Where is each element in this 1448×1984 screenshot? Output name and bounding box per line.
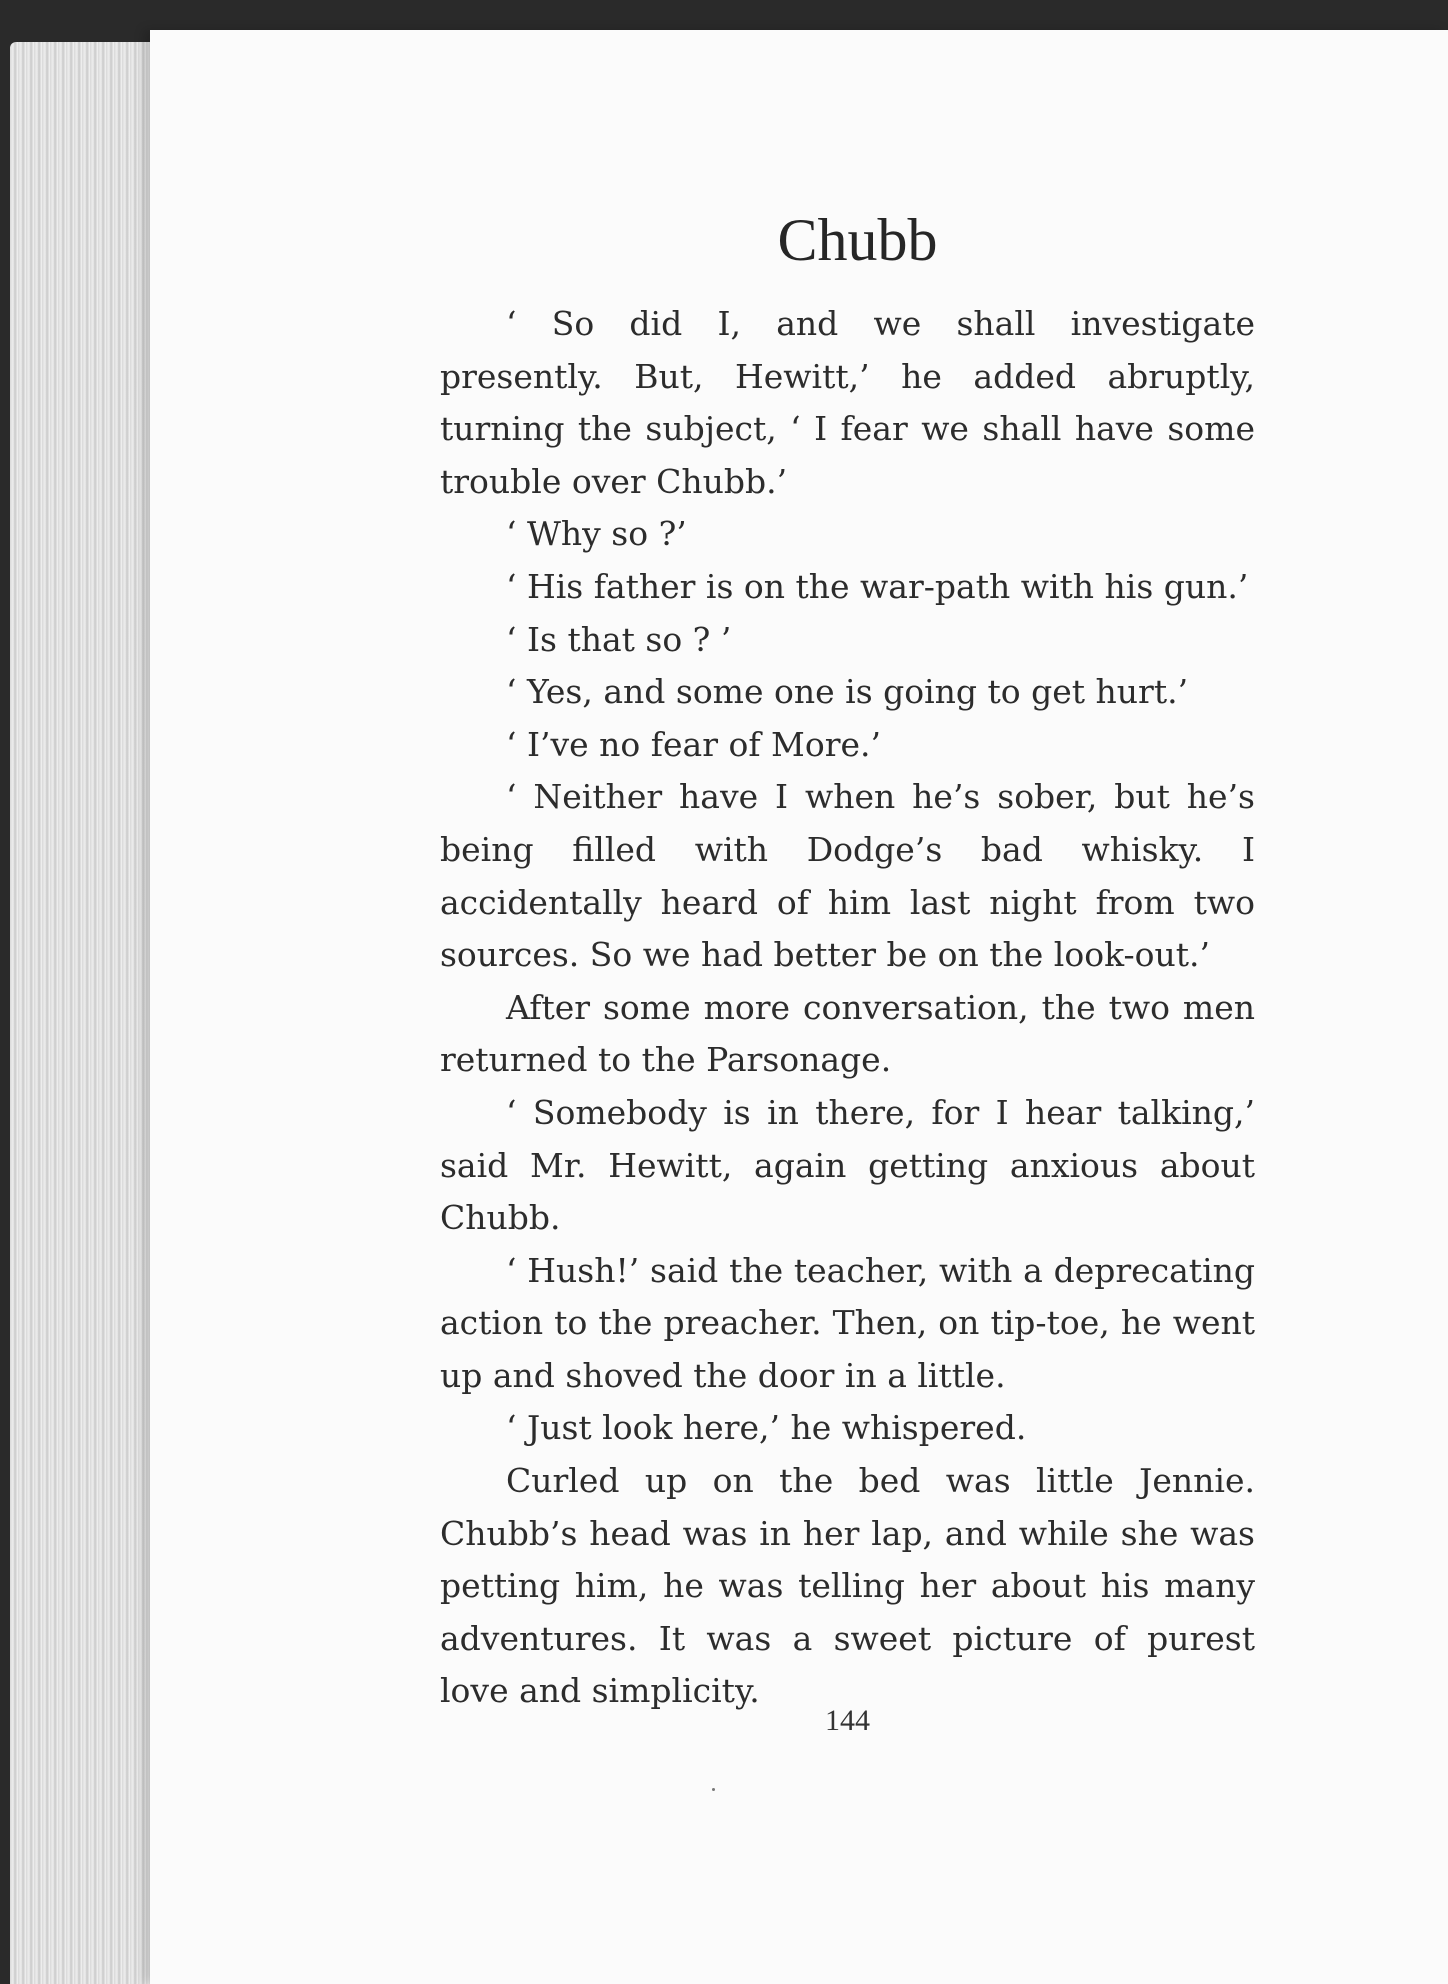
paragraph: ‘ Yes, and some one is going to get hurt.’	[506, 672, 1189, 712]
paragraph: ‘ So did I, and we shall investigate presently. But, Hewitt,’ he added abruptly, turning the subject, ‘ I fear we shall have some trouble over Chubb.’	[440, 304, 1255, 501]
running-head: Chubb	[777, 207, 938, 273]
paragraph: ‘ Hush!’ said the teacher, with a deprecating action to the preacher. Then, on tip-toe, he went up and shoved the door in a little.	[440, 1250, 1255, 1395]
paragraph: ‘ I’ve no fear of More.’	[506, 724, 881, 764]
paragraph: ‘ Is that so ? ’	[506, 619, 732, 659]
paragraph: After some more conversation, the two men returned to the Parsonage.	[440, 987, 1255, 1080]
paragraph: ‘ His father is on the war-path with his gun.’	[506, 566, 1249, 606]
body-text	[440, 298, 1255, 1718]
paragraph: ‘ Neither have I when he’s sober, but he’s being filled with Dodge’s bad whisky. I accidentally heard of him last night from two sources. So we had better be on the look-out.’	[440, 777, 1255, 975]
paragraph: ‘ Why so ?’	[506, 514, 687, 554]
page-number: 144	[825, 1704, 870, 1737]
paragraph: ‘ Just look here,’ he whispered.	[506, 1408, 1027, 1448]
ink-speck	[712, 1788, 715, 1791]
text-column	[440, 200, 1255, 1718]
paragraph: Curled up on the bed was little Jennie. Chubb’s head was in her lap, and while she was petting him, he was telling her about his many adventures. It was a sweet picture of purest love and simplicity.	[440, 1461, 1255, 1711]
paragraph: ‘ Somebody is in there, for I hear talking,’ said Mr. Hewitt, again getting anxious about Chubb.	[440, 1092, 1255, 1238]
